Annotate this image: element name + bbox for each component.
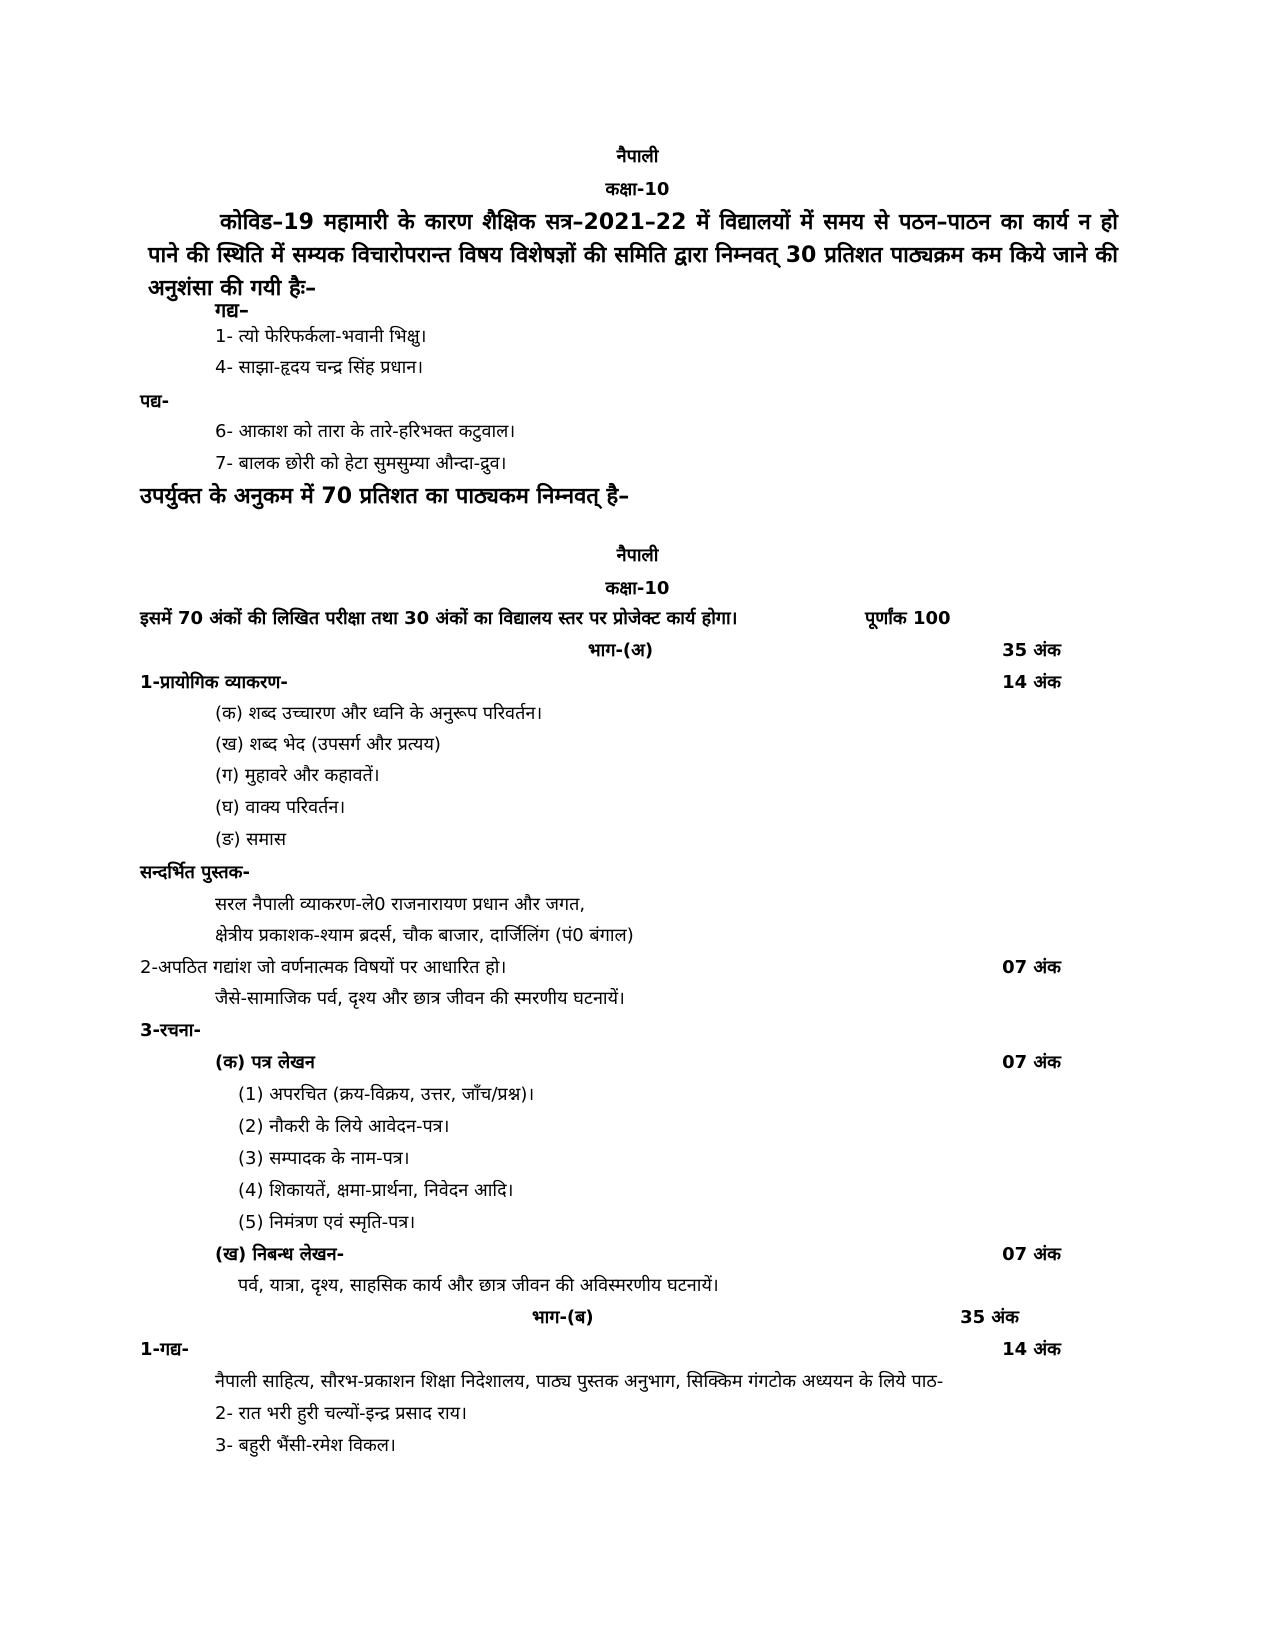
essay-detail: पर्व, यात्रा, दृश्य, साहसिक कार्य और छात्र जीवन की अविस्मरणीय घटनायें।: [238, 1275, 719, 1296]
exam-note: इसमें 70 अंकों की लिखित परीक्षा तथा 30 अंकों का विद्यालय स्तर पर प्रोजेक्ट कार्य होगा।: [140, 608, 738, 629]
list-item: 3- बहुरी भैंसी-रमेश विकल।: [215, 1435, 396, 1456]
prose-heading: 1-गद्य-: [140, 1339, 189, 1360]
class-label: कक्षा-10: [605, 179, 670, 200]
section-class-label: कक्षा-10: [605, 578, 670, 599]
unseen-detail: जैसे-सामाजिक पर्व, दृश्य और छात्र जीवन की स्मरणीय घटनायें।: [215, 988, 625, 1009]
list-item: (ग) मुहावरे और कहावतें।: [215, 765, 380, 786]
reference-line: क्षेत्रीय प्रकाशक-श्याम ब्रदर्स, चौक बाजार, दार्जिलिंग (पं0 बंगाल): [215, 925, 634, 946]
list-item: 4- साझा-हृदय चन्द्र सिंह प्रधान।: [215, 357, 424, 378]
list-item: 2- रात भरी हुरी चल्यों-इन्द्र प्रसाद राय।: [215, 1403, 467, 1424]
reference-line: सरल नैपाली व्याकरण-ले0 राजनारायण प्रधान और जगत,: [215, 894, 586, 915]
list-item: (ख) शब्द भेद (उपसर्ग और प्रत्यय): [215, 734, 441, 755]
list-item: (घ) वाक्य परिवर्तन।: [215, 797, 346, 818]
list-item: 7- बालक छोरी को हेटा सुमसुम्या औन्दा-द्रुव।: [215, 453, 507, 474]
part-b-label: भाग-(ब): [532, 1307, 594, 1328]
reference-heading: सन्दर्भित पुस्तक-: [140, 862, 250, 883]
part-a-label: भाग-(अ): [588, 640, 654, 661]
section-title: नैपाली: [616, 545, 659, 566]
list-item: (क) शब्द उच्चारण और ध्वनि के अनुरूप परिवर्तन।: [215, 703, 543, 724]
part-a-marks: 35 अंक: [1002, 640, 1061, 661]
list-item: (3) सम्पादक के नाम-पत्र।: [238, 1148, 410, 1169]
letter-marks: 07 अंक: [1002, 1052, 1061, 1073]
list-item: (5) निमंत्रण एवं स्मृति-पत्र।: [238, 1212, 416, 1233]
intro-paragraph: कोविड–19 महामारी के कारण शैक्षिक सत्र–2021–22 में विद्यालयों में समय से पठन–पाठन का कार्य न हो पाने की स्थिति में सम्यक विचारोपरान्त विषय विशेषज्ञों की समिति द्वारा निम्नवत् 30 प्रतिशत पाठ्यक्रम कम किये जाने की अनुशंसा की गयी हैः–: [148, 210, 1118, 301]
total-marks: पूर्णांक 100: [865, 608, 951, 629]
unseen-heading: 2-अपठित गद्यांश जो वर्णनात्मक विषयों पर आधारित हो।: [140, 957, 507, 978]
gadya-label: गद्य–: [215, 298, 249, 322]
grammar-marks: 14 अंक: [1002, 672, 1061, 693]
list-item: 6- आकाश को तारा के तारे-हरिभक्त कटुवाल।: [215, 421, 516, 442]
list-item: (2) नौकरी के लिये आवेदन-पत्र।: [238, 1116, 450, 1137]
essay-heading: (ख) निबन्ध लेखन-: [215, 1244, 345, 1265]
page-title: नैपाली: [616, 146, 659, 167]
letter-heading: (क) पत्र लेखन: [215, 1052, 315, 1073]
list-item: 1- त्यो फेरिफर्कला-भवानी भिक्षु।: [215, 326, 427, 347]
prose-marks: 14 अंक: [1002, 1339, 1061, 1360]
list-item: (1) अपरचित (क्रय-विक्रय, उत्तर, जाँच/प्रश्न)।: [238, 1084, 535, 1105]
conclusion-heading: उपर्युक्त के अनुकम में 70 प्रतिशत का पाठ्यकम निम्नवत् है–: [140, 484, 630, 509]
list-item: (ङ) समास: [215, 829, 286, 850]
grammar-heading: 1-प्रायोगिक व्याकरण-: [140, 672, 288, 693]
list-item: (4) शिकायतें, क्षमा-प्रार्थना, निवेदन आदि।: [238, 1180, 514, 1201]
unseen-marks: 07 अंक: [1002, 957, 1061, 978]
padya-label: पद्य-: [140, 391, 170, 412]
part-b-marks: 35 अंक: [960, 1307, 1019, 1328]
essay-marks: 07 अंक: [1002, 1244, 1061, 1265]
prose-intro: नैपाली साहित्य, सौरभ-प्रकाशन शिक्षा निदेशालय, पाठ्य पुस्तक अनुभाग, सिक्किम गंगटोक अध्ययन के लिये पाठ-: [215, 1371, 944, 1392]
composition-heading: 3-रचना-: [140, 1020, 201, 1041]
